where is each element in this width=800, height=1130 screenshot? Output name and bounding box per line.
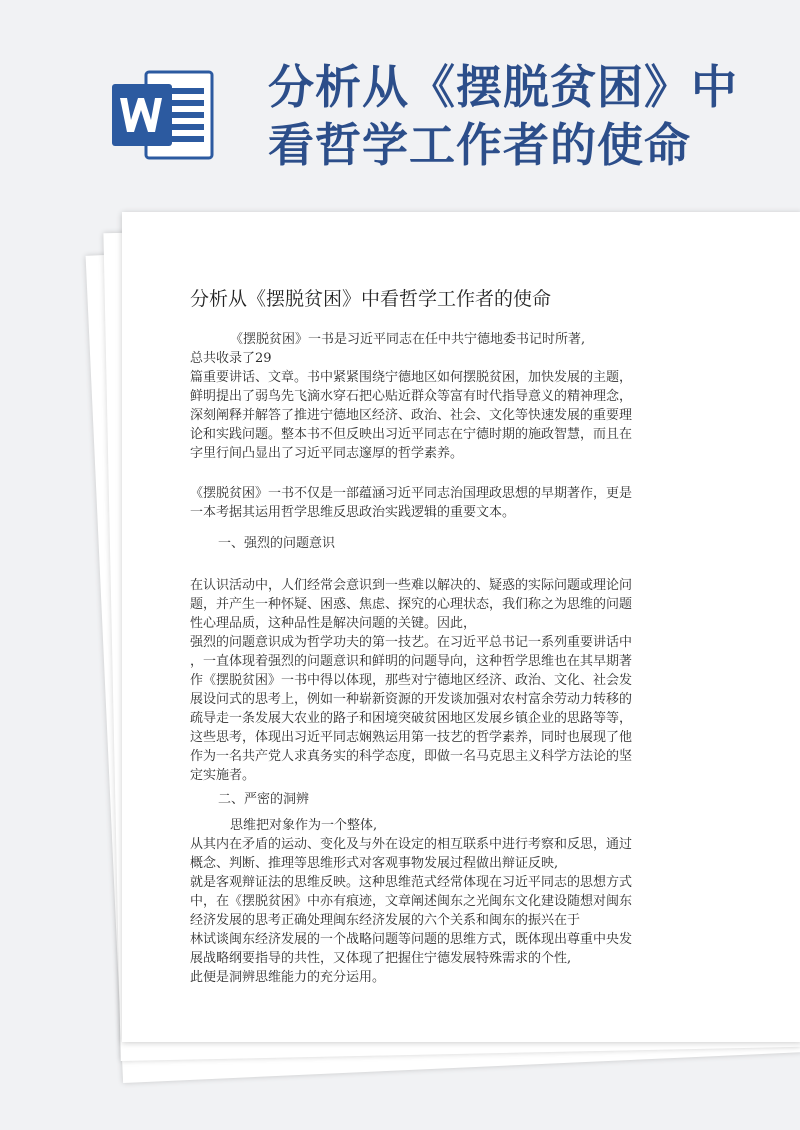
text-line: 经济发展的思考正确处理闽东经济发展的六个关系和闽东的振兴在于 xyxy=(190,913,581,928)
text-line: ，一直体现着强烈的问题意识和鲜明的问题导向，这种哲学思维也在其早期著 xyxy=(190,654,633,669)
text-line: 一本考据其运用哲学思维反思政治实践逻辑的重要文本。 xyxy=(190,505,516,520)
text-line: 中，在《摆脱贫困》中亦有痕迹，文章阐述闽东之光闽东文化建设随想对闽东 xyxy=(190,894,633,909)
text-line: 疏导走一条发展大农业的路子和困境突破贫困地区发展乡镇企业的思路等等， xyxy=(190,711,633,726)
text-line: 深刻阐释并解答了推进宁德地区经济、政治、社会、文化等快速发展的重要理 xyxy=(190,408,633,423)
text-line: 论和实践问题。整本书不但反映出习近平同志在宁德时期的施政智慧，而且在 xyxy=(190,427,633,442)
text-line: 展设问式的思考上，例如一种崭新资源的开发谈加强对农村富余劳动力转移的 xyxy=(190,692,633,707)
text-line: 此便是洞辨思维能力的充分运用。 xyxy=(190,970,386,985)
text-line: 作《摆脱贫困》一书中得以体现，那些对宁德地区经济、政治、文化、社会发 xyxy=(190,673,633,688)
paragraph-1 xyxy=(190,330,635,463)
section-heading-1: 一、强烈的问题意识 xyxy=(218,536,336,551)
text-line: 概念、判断、推理等思维形式对客观事物发展过程做出辩证反映, xyxy=(190,856,559,871)
text-line: 从其内在矛盾的运动、变化及与外在设定的相互联系中进行考察和反思，通过 xyxy=(190,837,633,852)
text-line: 这些思考，体现出习近平同志娴熟运用第一技艺的哲学素养，同时也展现了他 xyxy=(190,730,633,745)
paragraph-3 xyxy=(190,576,635,785)
headline xyxy=(268,58,788,174)
text-line: 林试谈闽东经济发展的一个战略问题等问题的思维方式，既体现出尊重中央发 xyxy=(190,932,633,947)
document-page xyxy=(122,212,800,1042)
text-line: 强烈的问题意识成为哲学功夫的第一技艺。在习近平总书记一系列重要讲话中 xyxy=(190,635,633,650)
section-heading-2: 二、严密的洞辨 xyxy=(218,792,310,807)
text-line: 篇重要讲话、文章。书中紧紧围绕宁德地区如何摆脱贫困，加快发展的主题， xyxy=(190,370,633,385)
text-line: 展战略纲要指导的共性，又体现了把握住宁德发展特殊需求的个性, xyxy=(190,951,572,966)
text-line: 定实施者。 xyxy=(190,768,256,783)
text-line: 性心理品质，这种品性是解决问题的关键。因此， xyxy=(190,616,477,631)
paragraph-4 xyxy=(190,816,635,987)
text-line: 字里行间凸显出了习近平同志邃厚的哲学素养。 xyxy=(190,446,464,461)
text-line: 题，并产生一种怀疑、困惑、焦虑、探究的心理状态，我们称之为思维的问题 xyxy=(190,597,633,612)
word-document-icon xyxy=(110,70,214,160)
text-line: 作为一名共产党人求真务实的科学态度，即做一名马克思主义科学方法论的坚 xyxy=(190,749,633,764)
text-line: 总共收录了29 xyxy=(190,351,272,366)
headline-line-2: 看哲学工作者的使命 xyxy=(268,118,691,172)
text-line: 《摆脱贫困》一书不仅是一部蕴涵习近平同志治国理政思想的早期著作，更是 xyxy=(190,486,633,501)
paragraph-2 xyxy=(190,484,635,522)
document-title: 分析从《摆脱贫困》中看哲学工作者的使命 xyxy=(190,288,552,310)
text-line: 鲜明提出了弱鸟先飞滴水穿石把心贴近群众等富有时代指导意义的精神理念， xyxy=(190,389,633,404)
text-line: 就是客观辩证法的思维反映。这种思维范式经常体现在习近平同志的思想方式 xyxy=(190,875,633,890)
headline-line-1: 分析从《摆脱贫困》中 xyxy=(268,60,738,114)
text-line: 《摆脱贫困》一书是习近平同志在任中共宁德地委书记时所著, xyxy=(230,332,586,347)
text-line: 在认识活动中，人们经常会意识到一些难以解决的、疑惑的实际问题或理论问 xyxy=(190,578,633,593)
text-line: 思维把对象作为一个整体, xyxy=(230,818,378,833)
